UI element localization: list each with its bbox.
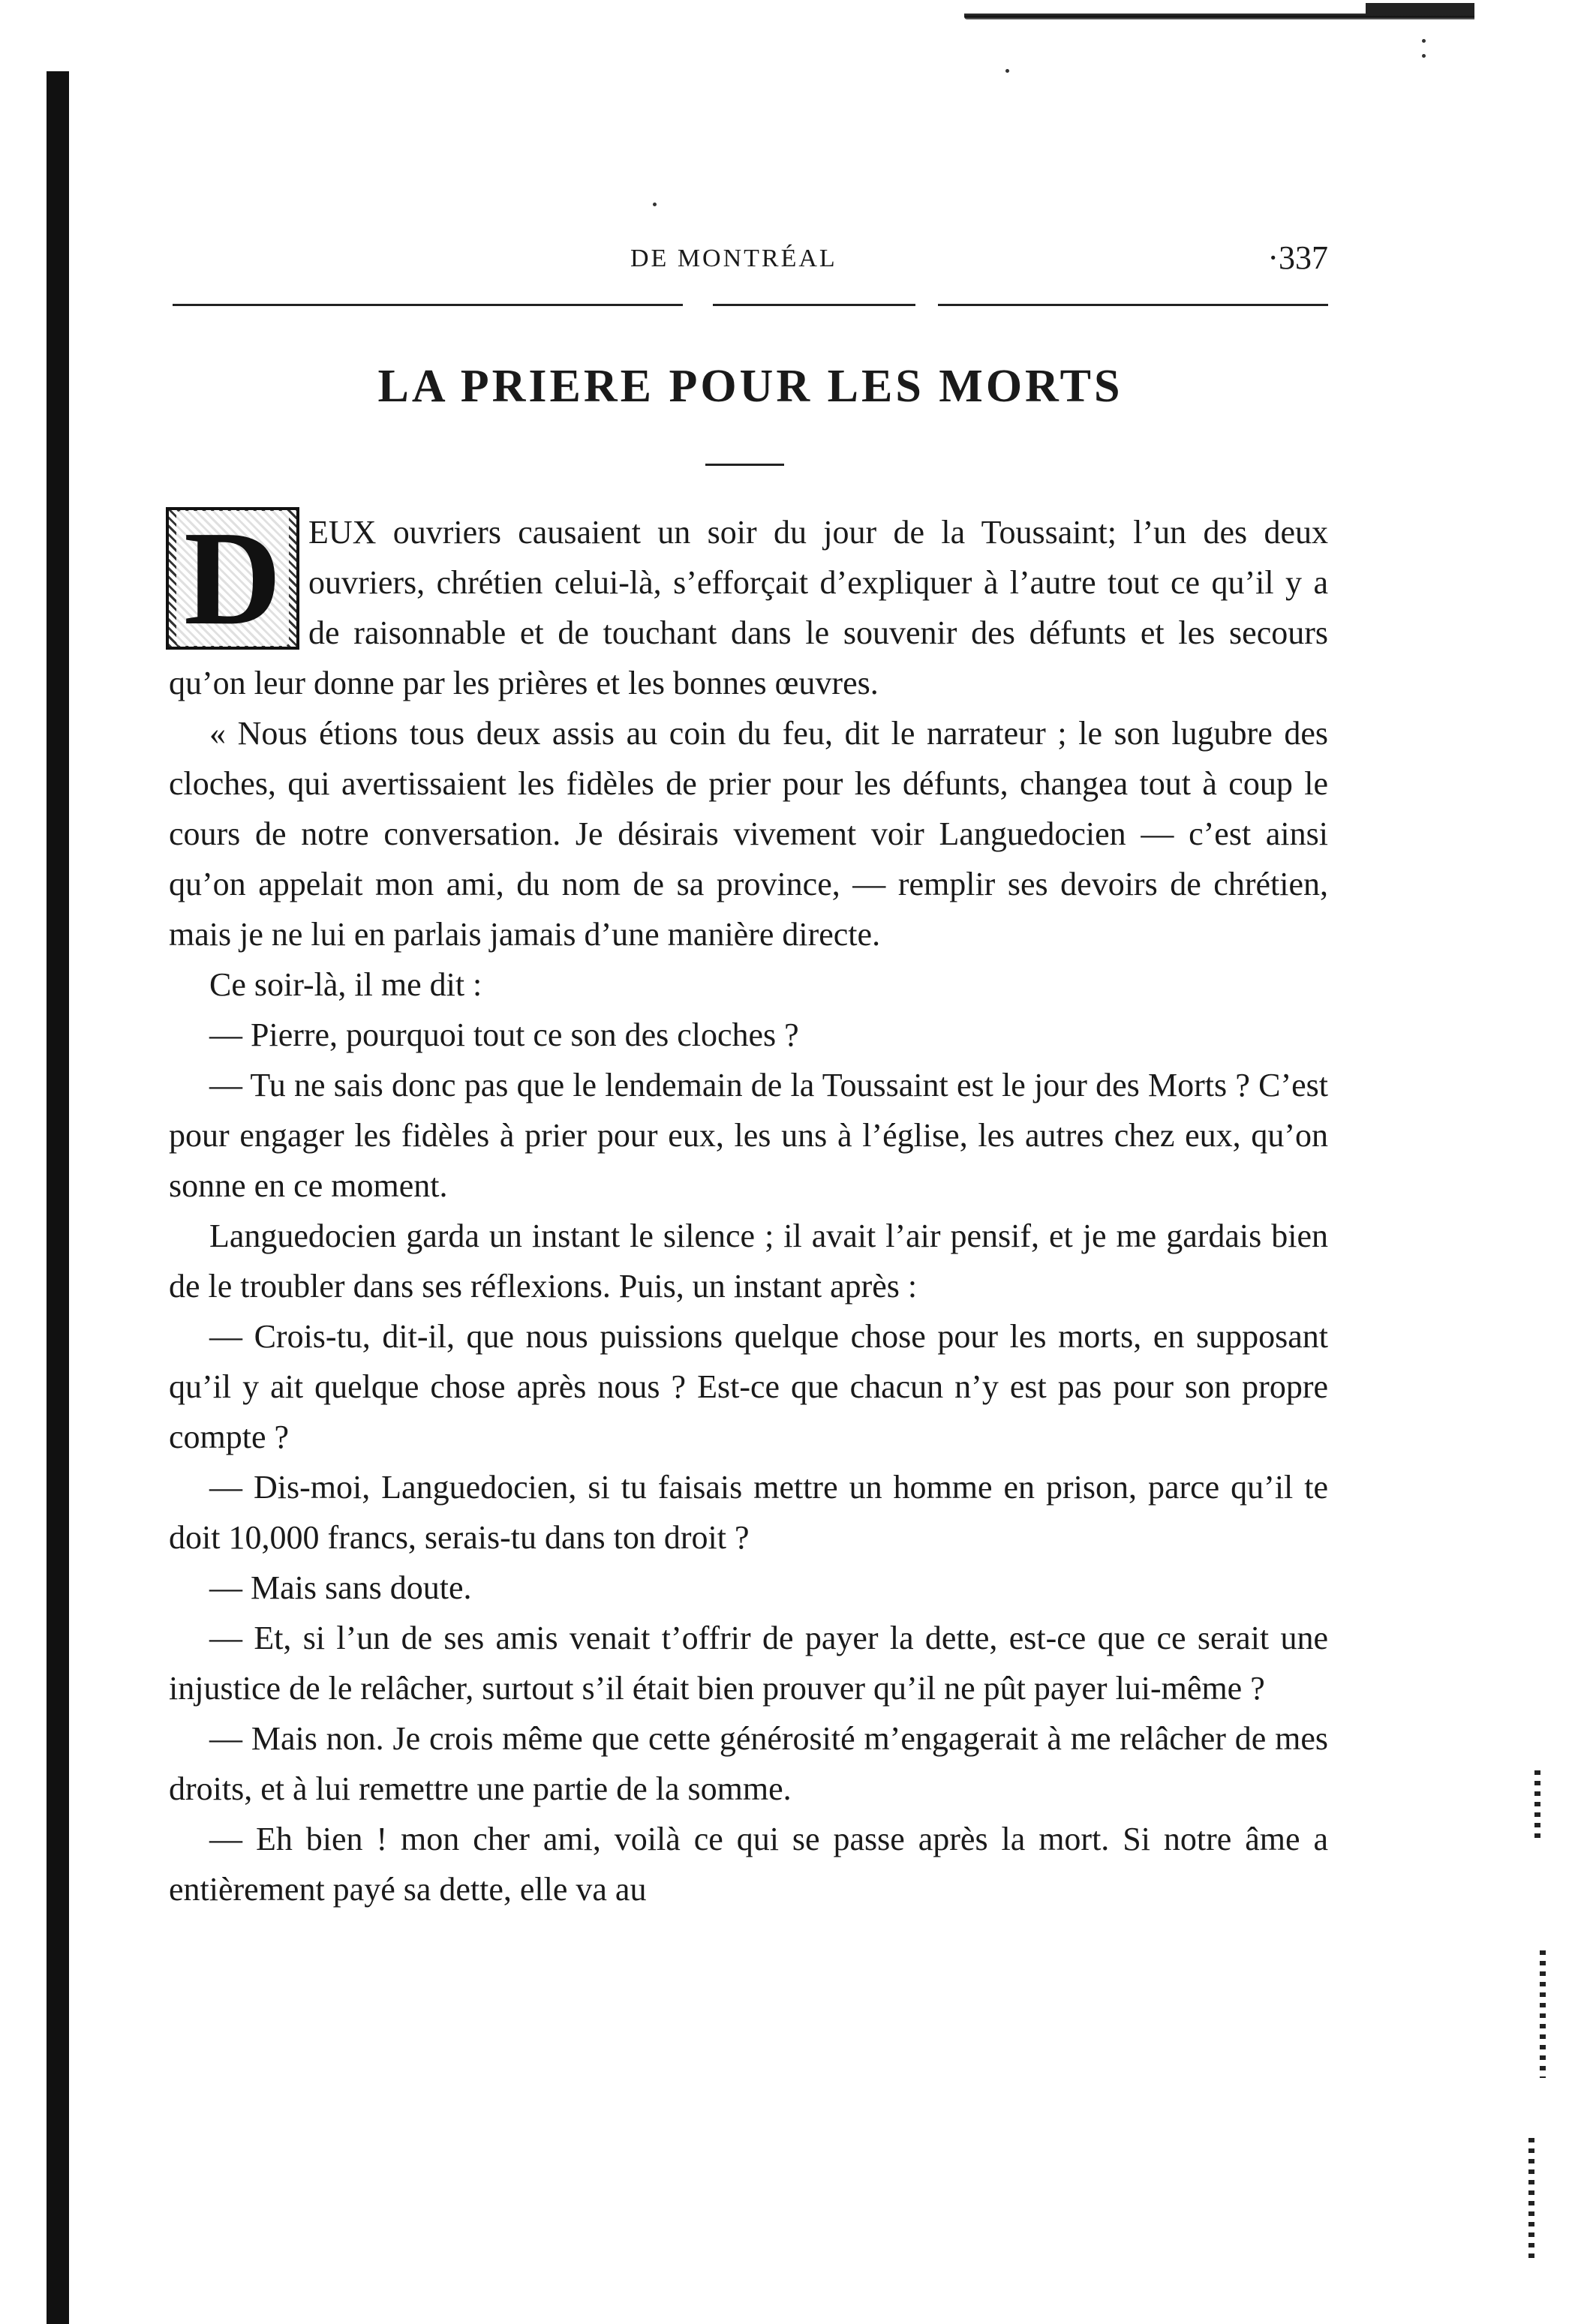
paragraph: « Nous étions tous deux assis au coin du feu, dit le narrateur ; le son lugubre des cloches, qui avertissaient les fidèles de prier pour les défunts, changea tout à coup le cours de notre conversation. Je désirais vivement voir Languedocien — c’est ainsi qu’on appelait mon ami, du nom de sa province, — remplir ses devoirs de chrétien, mais je ne lui en parlais jamais d’une manière directe. <box>169 715 1328 953</box>
paragraph: Ce soir-là, il me dit : <box>209 966 482 1003</box>
title-rule <box>705 464 784 466</box>
scan-margin-noise <box>1540 1950 1546 2078</box>
scan-top-rule-thick <box>1366 3 1474 15</box>
scan-dot <box>653 203 657 206</box>
paragraph: Languedocien garda un instant le silence ; il avait l’air pensif, et je me gardais bien de le troubler dans ses réflexions. Puis, un instant après : <box>169 1218 1328 1305</box>
paragraph: — Crois-tu, dit-il, que nous puissions quelque chose pour les morts, en supposant qu’il y ait quelque chose après nous ? Est-ce que chacun n’y est pas pour son propre compte ? <box>169 1318 1328 1455</box>
paragraph: — Mais non. Je crois même que cette générosité m’engagerait à me relâcher de mes droits, et à lui remettre une partie de la somme. <box>169 1720 1328 1807</box>
paragraph: EUX ouvriers causaient un soir du jour de la Toussaint; l’un des deux ouvriers, chrétien celui-là, s’efforçait d’expliquer à l’autre tout ce qu’il y a de raisonnable et de touchant dans le souvenir des défunts et les secours qu’on leur donne par les prières et les bonnes œuvres. <box>169 514 1328 701</box>
scan-dot <box>1005 69 1009 73</box>
scan-dot <box>1422 39 1426 43</box>
drop-cap <box>166 503 299 653</box>
running-head: DE MONTRÉAL <box>630 245 837 272</box>
page-header <box>173 239 1328 284</box>
binding-edge <box>47 71 69 2324</box>
scan-margin-noise <box>1528 2138 1534 2258</box>
scan-margin-noise <box>1534 1770 1540 1838</box>
header-rule <box>173 304 1328 306</box>
paragraph: — Tu ne sais donc pas que le lendemain de la Toussaint est le jour des Morts ? C’est pour engager les fidèles à prier pour eux, les uns à l’église, les autres chez eux, qu’on sonne en ce moment. <box>169 1067 1328 1204</box>
paragraph: — Pierre, pourquoi tout ce son des cloches ? <box>209 1016 799 1053</box>
page-number: ·337 <box>1267 239 1328 276</box>
chapter-title: LA PRIERE POUR LES MORTS <box>377 361 1123 412</box>
body-text <box>169 503 1328 1914</box>
drop-cap-letter: D <box>176 511 289 646</box>
paragraph: — Dis-moi, Languedocien, si tu faisais mettre un homme en prison, parce qu’il te doit 10,000 francs, serais-tu dans ton droit ? <box>169 1469 1328 1556</box>
scan-dot <box>1422 54 1426 58</box>
paragraph: — Et, si l’un de ses amis venait t’offrir de payer la dette, est-ce que ce serait une injustice de le relâcher, surtout s’il était bien prouver qu’il ne pût payer lui-même ? <box>169 1620 1328 1707</box>
paragraph: — Eh bien ! mon cher ami, voilà ce qui se passe après la mort. Si notre âme a entièrement payé sa dette, elle va au <box>169 1821 1328 1908</box>
paragraph: — Mais sans doute. <box>209 1569 472 1606</box>
